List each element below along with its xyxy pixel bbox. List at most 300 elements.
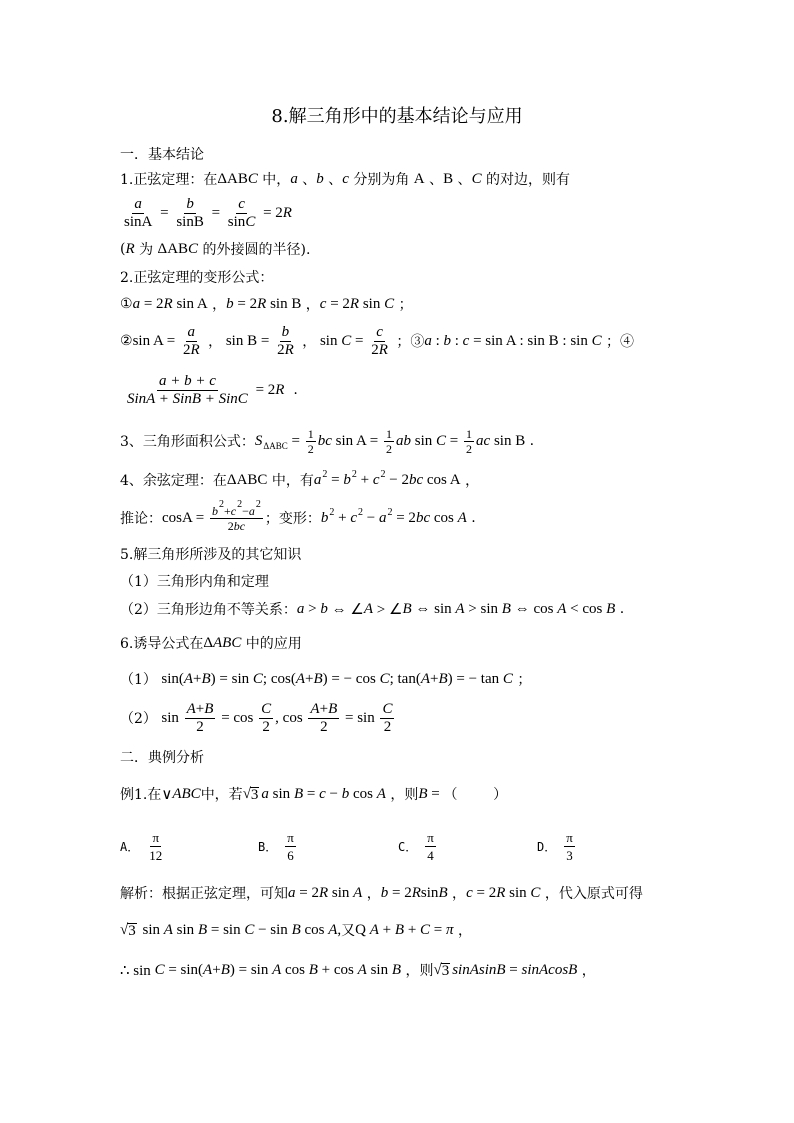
- numerator: [210, 498, 263, 519]
- math-italic: b: [341, 785, 350, 802]
- superscript: 2: [218, 498, 224, 510]
- math-roman: +: [356, 471, 373, 488]
- math-roman: +: [334, 509, 351, 526]
- sine-rule-variant-1: [120, 294, 413, 314]
- math-roman: ΔAB: [157, 240, 189, 257]
- fraction: [306, 427, 316, 456]
- math-italic: A: [420, 670, 430, 687]
- denominator: [125, 391, 250, 408]
- math-roman: = 2: [326, 295, 350, 312]
- fraction: [147, 829, 164, 864]
- math-roman: sinA: [124, 213, 153, 230]
- denominator: [564, 847, 575, 864]
- math-roman: = 2: [392, 509, 416, 526]
- option-label: C．: [398, 839, 418, 854]
- math-italic: B: [501, 600, 511, 617]
- denominator: [425, 847, 436, 864]
- math-italic: b: [316, 170, 324, 187]
- math-roman: 2: [182, 341, 191, 358]
- math-roman: 2: [320, 718, 328, 735]
- superscript: 2: [351, 468, 357, 480]
- math-italic: sinAsinB: [452, 961, 506, 978]
- numerator: [425, 829, 436, 847]
- math-roman: −: [363, 509, 379, 526]
- math-roman: ,: [337, 921, 342, 938]
- text: .: [615, 601, 625, 617]
- math-roman: √: [433, 961, 442, 978]
- math-italic: C: [384, 295, 395, 312]
- text: ②: [120, 333, 133, 349]
- math-italic: B: [402, 600, 412, 617]
- math-roman: = 2: [388, 884, 412, 901]
- fraction: [210, 498, 263, 533]
- math-roman: =: [427, 785, 444, 802]
- text: 6.诱导公式在: [120, 636, 204, 652]
- math-italic: A: [455, 600, 465, 617]
- text: ，: [577, 963, 596, 979]
- math-roman: − sin: [254, 921, 292, 938]
- numerator: [564, 829, 575, 847]
- text: 分别为角: [348, 172, 414, 188]
- math-roman: sin: [420, 884, 439, 901]
- superscript: 2: [322, 468, 328, 480]
- math-italic: R: [378, 341, 388, 358]
- induction-formula-1: [120, 669, 531, 689]
- text: ，代入原式可得: [540, 886, 643, 902]
- math-roman: 1: [386, 426, 393, 441]
- math-italic: c: [319, 785, 326, 802]
- math-roman: + cos: [317, 961, 358, 978]
- numerator: [132, 196, 144, 214]
- math-roman: sin B: [490, 432, 526, 449]
- math-italic: a: [132, 295, 141, 312]
- text: .: [284, 382, 298, 398]
- math-italic: c: [230, 503, 237, 518]
- math-italic: ab: [396, 432, 412, 449]
- math-roman: < cos: [566, 600, 607, 617]
- math-roman: ΔAB: [217, 170, 248, 187]
- math-italic: A: [186, 700, 196, 717]
- math-italic: C: [188, 240, 199, 257]
- math-roman: =: [327, 471, 344, 488]
- math-roman: = sin: [207, 921, 245, 938]
- text: 3、三角形面积公式：: [120, 434, 255, 450]
- math-italic: A: [376, 785, 386, 802]
- fraction: [564, 829, 575, 864]
- text: 4、余弦定理：在: [120, 473, 227, 489]
- math-roman: =: [156, 204, 173, 221]
- math-italic: a: [296, 600, 305, 617]
- math-roman: > ∠: [373, 601, 403, 618]
- angle-sum-theorem: [120, 571, 269, 591]
- math-roman: −: [325, 785, 342, 802]
- math-italic: a: [134, 195, 142, 212]
- math-italic: R: [284, 341, 294, 358]
- math-roman: 1: [466, 426, 473, 441]
- math-roman: √: [242, 785, 251, 802]
- math-roman: =: [207, 204, 224, 221]
- math-italic: A: [272, 961, 282, 978]
- math-roman: sin: [138, 921, 164, 938]
- numerator: [185, 701, 216, 719]
- math-italic: b: [380, 884, 389, 901]
- math-roman: = 2: [251, 381, 276, 398]
- math-italic: B: [328, 700, 338, 717]
- math-roman: =: [430, 921, 447, 938]
- math-italic: π: [446, 921, 454, 938]
- text: 1.正弦定理：在: [120, 172, 218, 188]
- subscript: ΔABC: [263, 441, 288, 451]
- text: ；变形：: [264, 511, 321, 527]
- math-roman: sin: [505, 884, 531, 901]
- text: 例1.在: [120, 787, 162, 803]
- math-italic: a: [290, 170, 298, 187]
- superscript: 2: [237, 498, 243, 510]
- math-italic: a: [378, 509, 387, 526]
- circumradius-note: [120, 239, 310, 259]
- superscript: 2: [380, 468, 386, 480]
- denominator: [226, 519, 247, 533]
- sine-rule-variant-4: [123, 368, 298, 412]
- side-angle-inequality: [120, 599, 624, 619]
- radicand: 3: [441, 963, 450, 979]
- math-italic: C: [502, 670, 513, 687]
- denominator: [147, 847, 164, 864]
- math-roman: ∴ sin: [120, 962, 155, 979]
- fraction: [226, 196, 258, 231]
- option-label: B．: [258, 839, 278, 854]
- math-roman: +: [430, 670, 439, 687]
- math-roman: 3: [566, 847, 573, 863]
- text: 一．基本结论: [120, 147, 204, 163]
- math-roman: =: [287, 432, 304, 449]
- math-italic: b: [320, 600, 328, 617]
- math-italic: bc: [415, 509, 431, 526]
- math-italic: B: [308, 961, 318, 978]
- math-roman: sin A: [172, 295, 208, 312]
- math-roman: sin: [227, 213, 246, 230]
- math-italic: B: [391, 961, 401, 978]
- math-italic: c: [466, 884, 473, 901]
- math-italic: A: [557, 600, 567, 617]
- math-roman: +: [404, 921, 421, 938]
- math-roman: cos: [300, 921, 329, 938]
- math-roman: +: [223, 503, 231, 518]
- math-italic: C: [252, 670, 263, 687]
- page-title: 8.解三角形中的基本结论与应用: [271, 106, 523, 127]
- math-italic: B: [606, 600, 616, 617]
- math-italic: a: [187, 323, 196, 340]
- math-roman: :: [451, 332, 463, 349]
- math-italic: C: [471, 170, 482, 187]
- sine-rule-formula: [120, 191, 292, 235]
- text: ，: [362, 886, 381, 902]
- math-roman: π: [427, 829, 434, 845]
- math-italic: a: [288, 884, 296, 901]
- text: ；: [512, 672, 532, 688]
- math-roman: =: [303, 785, 320, 802]
- text: 中，: [257, 172, 291, 188]
- text: ，: [301, 297, 320, 313]
- math-italic: R: [125, 240, 135, 257]
- math-roman: 6: [287, 847, 294, 863]
- math-italic: c: [350, 509, 357, 526]
- fraction: [464, 427, 474, 456]
- math-italic: b: [343, 471, 351, 488]
- section-heading-basic-conclusions: [120, 144, 204, 164]
- fraction: [380, 701, 394, 736]
- math-italic: R: [282, 204, 292, 221]
- fraction: [285, 829, 296, 864]
- math-italic: A: [363, 600, 374, 617]
- math-italic: C: [530, 884, 541, 901]
- math-italic: ac: [476, 432, 491, 449]
- option-label: D．: [537, 839, 557, 854]
- text: ；③: [391, 334, 425, 350]
- math-italic: C: [382, 700, 393, 717]
- math-roman: +: [378, 921, 395, 938]
- math-italic: A: [369, 921, 379, 938]
- text: .: [525, 433, 535, 449]
- math-roman: sinB: [176, 213, 204, 230]
- radicand: 3: [250, 787, 259, 803]
- numerator: [306, 427, 316, 442]
- math-roman: sin A =: [132, 332, 179, 349]
- math-roman: sin: [411, 432, 437, 449]
- math-italic: c: [372, 471, 380, 488]
- option-a: [120, 824, 166, 868]
- math-roman: sin: [172, 921, 198, 938]
- math-italic: A: [353, 884, 363, 901]
- math-roman: 1: [307, 426, 314, 441]
- math-roman: =: [446, 432, 463, 449]
- math-roman: 2: [466, 441, 473, 456]
- numerator: [308, 701, 339, 719]
- math-roman: 2: [386, 441, 393, 456]
- math-italic: A: [203, 961, 213, 978]
- sine-rule-variants-2-3: [120, 319, 634, 363]
- math-italic: R: [257, 295, 267, 312]
- text: （2）: [120, 711, 162, 727]
- math-roman: ΔABC: [226, 471, 268, 488]
- math-italic: a: [248, 503, 255, 518]
- math-roman: sin: [366, 961, 392, 978]
- math-italic: R: [349, 295, 360, 312]
- math-italic: c: [462, 332, 470, 349]
- text: ，: [297, 334, 317, 350]
- text: 、: [323, 172, 343, 188]
- text: 又: [341, 923, 356, 939]
- numerator: [236, 196, 247, 214]
- denominator: [260, 719, 272, 736]
- math-roman: 4: [427, 847, 434, 863]
- math-italic: b: [186, 195, 194, 212]
- math-roman: ; tan(: [389, 670, 421, 687]
- math-roman: Δ: [203, 634, 214, 651]
- math-roman: cos: [281, 961, 309, 978]
- numerator: [150, 829, 161, 847]
- math-roman: >: [304, 600, 321, 617]
- math-roman: , cos: [275, 709, 307, 726]
- math-roman: 2: [227, 518, 234, 533]
- text: .: [466, 510, 476, 526]
- math-italic: B: [201, 670, 211, 687]
- math-italic: B: [438, 884, 448, 901]
- induction-formula-2: [120, 696, 396, 740]
- text: ，: [207, 297, 227, 313]
- math-roman: = 2: [140, 295, 164, 312]
- math-roman: sin: [359, 295, 385, 312]
- math-roman: 2: [371, 341, 379, 358]
- text: 中，若: [200, 787, 243, 803]
- math-roman: −: [242, 503, 249, 518]
- math-italic: R: [411, 884, 421, 901]
- math-italic: c: [319, 295, 327, 312]
- fraction: [425, 829, 436, 864]
- math-roman: Q: [355, 921, 370, 938]
- math-roman: = 2: [233, 295, 258, 312]
- math-italic: B: [197, 921, 208, 938]
- math-italic: A: [328, 921, 338, 938]
- text: ①: [120, 296, 133, 312]
- math-roman: cosA =: [162, 509, 208, 526]
- example-1-solution-line-2: [120, 920, 472, 940]
- math-roman: 2: [196, 718, 204, 735]
- math-italic: A: [295, 670, 305, 687]
- math-roman: = 2: [472, 884, 497, 901]
- text: ，则: [401, 963, 434, 979]
- text: （ ）: [443, 787, 508, 803]
- math-roman: ∨: [161, 786, 173, 803]
- math-italic: C: [154, 961, 165, 978]
- math-italic: bc: [317, 432, 332, 449]
- text: 解析：根据正弦定理，可知: [120, 886, 288, 902]
- math-italic: B: [291, 921, 301, 938]
- induction-formula-heading: [120, 633, 302, 653]
- superscript: 2: [329, 506, 335, 518]
- math-roman: :: [431, 332, 444, 349]
- math-italic: B: [394, 921, 405, 938]
- math-roman: +: [305, 670, 314, 687]
- numerator: [384, 427, 394, 442]
- sine-rule-variants-heading: [120, 267, 273, 287]
- math-roman: =: [505, 961, 522, 978]
- math-italic: b: [211, 503, 218, 518]
- denominator: [226, 214, 258, 231]
- math-italic: C: [261, 700, 272, 717]
- math-italic: B: [418, 785, 428, 802]
- text: (: [120, 241, 126, 257]
- math-italic: B: [313, 670, 323, 687]
- text: 、: [453, 172, 472, 188]
- math-italic: A: [310, 700, 320, 717]
- math-roman: cos A: [423, 471, 461, 488]
- math-roman: sin: [316, 332, 342, 349]
- math-roman: 12: [149, 847, 163, 863]
- math-roman: > sin: [464, 600, 502, 617]
- math-roman: 2: [262, 718, 270, 735]
- text: ，: [203, 334, 223, 350]
- math-roman: +: [195, 700, 205, 717]
- text: 中的应用: [241, 636, 302, 652]
- math-italic: c: [238, 195, 245, 212]
- math-roman: sin A =: [331, 432, 383, 449]
- math-italic: C: [436, 432, 447, 449]
- math-roman: A: [413, 170, 425, 187]
- math-italic: C: [341, 332, 352, 349]
- math-italic: ABC: [172, 785, 201, 802]
- math-italic: S: [254, 432, 263, 449]
- math-italic: bc: [408, 471, 424, 488]
- numerator: [280, 324, 292, 342]
- fraction: [122, 196, 154, 231]
- cosine-rule-corollary: [120, 496, 476, 540]
- numerator: [285, 829, 296, 847]
- math-roman: =: [351, 332, 368, 349]
- option-b: [258, 824, 298, 868]
- text: 为: [134, 242, 158, 258]
- fraction: [259, 701, 273, 736]
- math-italic: B: [293, 785, 304, 802]
- math-italic: b: [443, 332, 451, 349]
- fraction: [308, 701, 339, 736]
- example-1-question: [120, 784, 507, 804]
- math-roman: ⇔ ∠: [327, 601, 364, 618]
- math-italic: R: [190, 341, 200, 358]
- denominator: [464, 442, 474, 456]
- math-roman: B: [443, 170, 454, 187]
- math-italic: SinA + SinB + SinC: [127, 390, 248, 407]
- math-italic: a: [313, 471, 322, 488]
- text: 2.正弦定理的变形公式：: [120, 270, 274, 286]
- math-roman: ) = − cos: [322, 670, 380, 687]
- math-italic: A: [183, 670, 194, 687]
- math-italic: bc: [233, 518, 246, 533]
- text: 、: [424, 172, 444, 188]
- denominator: [194, 719, 206, 736]
- fraction: [384, 427, 394, 456]
- superscript: 2: [255, 498, 261, 510]
- numerator: [464, 427, 474, 442]
- option-label: A．: [120, 839, 140, 854]
- numerator: [184, 196, 196, 214]
- text: （2）三角形边角不等关系：: [120, 602, 297, 618]
- text: ，: [460, 473, 480, 489]
- math-italic: C: [244, 921, 255, 938]
- example-1-solution-line-3: [120, 960, 596, 980]
- numerator: [157, 373, 218, 391]
- math-roman: − 2: [385, 471, 409, 488]
- denominator: [122, 214, 154, 231]
- text: 的外接圆的半径).: [198, 242, 311, 258]
- fraction: [181, 324, 202, 359]
- superscript: 2: [387, 506, 393, 518]
- math-roman: sin: [268, 785, 294, 802]
- math-italic: A: [457, 509, 467, 526]
- math-roman: π: [152, 829, 160, 845]
- denominator: [318, 719, 330, 736]
- math-italic: C: [245, 213, 256, 230]
- numerator: [374, 324, 385, 342]
- math-italic: R: [318, 884, 329, 901]
- denominator: [306, 442, 316, 456]
- math-roman: cos: [430, 509, 458, 526]
- math-roman: ; cos(: [262, 670, 296, 687]
- sine-rule-statement: [120, 169, 570, 189]
- superscript: 2: [358, 506, 363, 518]
- math-roman: 2: [277, 341, 285, 358]
- math-italic: B: [220, 961, 230, 978]
